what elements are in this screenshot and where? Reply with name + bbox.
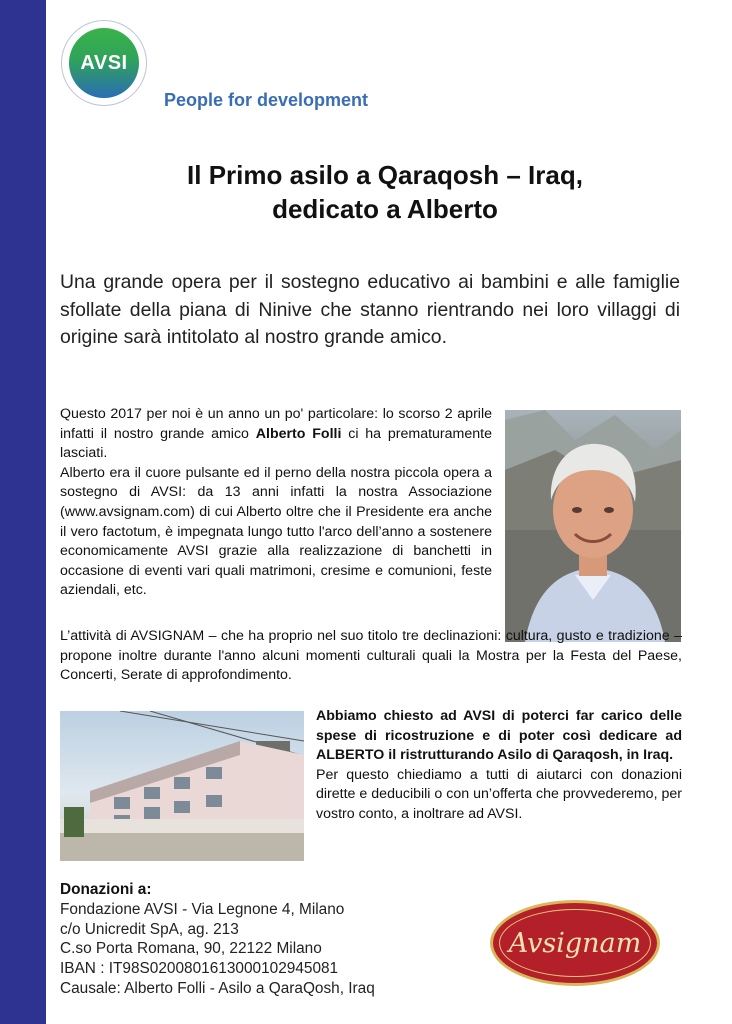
avsi-logo-circle [69,28,139,98]
avsignam-logo [490,900,660,986]
avsi-logo [61,20,147,106]
donation-line: C.so Porta Romana, 90, 22122 Milano [60,940,322,958]
title-line-2: dedicato a Alberto [272,194,498,224]
donation-line-causale: Causale: Alberto Folli - Asilo a QaraQosh, Iraq [60,979,375,997]
photo-alberto-folli [505,410,681,642]
paragraph-intro [60,405,492,601]
request-bold-text: Abbiamo chiesto ad AVSI di poterci far carico delle spese di ricostruzione e di poter così dedicare ad ALBERTO il ristrutturando Asilo di Qaraqosh, in Iraq. [316,708,682,764]
donation-details [60,880,375,999]
p1-text-c: Alberto era il cuore pulsante ed il perno della nostra piccola opera a sostegno di AVSI: da 13 anni infatti la nostra Associazione (www.avsignam.com) di cui Alberto oltre che il Presidente era anche il vero factotum, è impegnata lungo tutto l'arco dell’anno a sostenere economicamente AVSI grazie alla realizzazione di banchetti in occasione di eventi vari quali matrimoni, cresime e comunioni, feste aziendali, etc. [60,464,492,599]
donation-line: c/o Unicredit SpA, ag. 213 [60,920,239,938]
donation-line: Fondazione AVSI - Via Legnone 4, Milano [60,900,345,918]
donation-line-iban: IBAN : IT98S0200801613000102945081 [60,960,339,978]
lead-paragraph: Una grande opera per il sostegno educativo ai bambini e alle famiglie sfollate della piana di Ninive che stanno rientrando nei loro villaggi di origine sarà intitolato al nostro grande amico. [60,271,680,348]
building-illustration [60,711,304,861]
p1-text-b: ci ha prematuramente lasciati. [60,425,492,462]
left-sidebar-band [0,0,46,1024]
title-line-1: Il Primo asilo a Qaraqosh – Iraq, [187,160,583,190]
logo-text: AVSI [80,51,128,74]
p1-name: Alberto Folli [255,425,342,442]
donations-heading: Donazioni a: [60,881,152,898]
page-title [60,158,710,226]
p1-text-a: Questo 2017 per noi è un anno un po' particolare: lo scorso 2 aprile infatti il nostro grande amico [60,406,492,442]
paragraph-activities: L’attività di AVSIGNAM – che ha proprio nel suo titolo tre declinazioni: cultura, gusto e tradizione – propone inoltre durante l'anno alcuni momenti culturali quali la Mostra per la Festa del Paese, Concerti, Serate di approfondimento. [60,628,682,684]
badge-name: Avsignam [508,927,642,959]
paragraph-request [316,707,682,825]
request-text: Per questo chiediamo a tutti di aiutarci con donazioni dirette e deducibili o con un’offerta che provvederemo, per vostro conto, a inoltrare ad AVSI. [316,766,682,822]
photo-asilo-building [60,711,304,861]
tagline: People for development [164,90,369,110]
portrait-illustration [505,410,681,642]
